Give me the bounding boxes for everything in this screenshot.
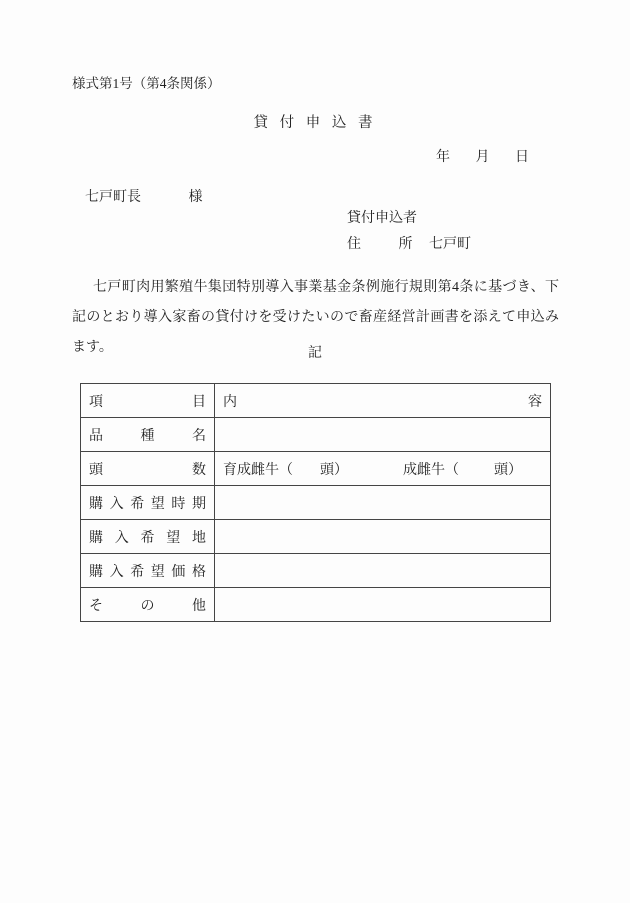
- date-month-label: 月: [475, 150, 490, 165]
- other-label-cell: そ の 他: [81, 588, 215, 622]
- address-label-left: 住: [347, 237, 361, 252]
- breed-name-label-cell: 品 種 名: [81, 418, 215, 452]
- other-input-cell[interactable]: [215, 588, 551, 622]
- address-label-right: 所: [398, 237, 413, 252]
- date-year-label: 年: [436, 150, 450, 165]
- table-header-row: [81, 384, 551, 418]
- purchase-time-input-cell[interactable]: [215, 486, 551, 520]
- table-row: [81, 418, 551, 452]
- header-item-cell: 項 目: [81, 384, 215, 418]
- head-count-growing-female-label: 育成雌牛（: [223, 462, 293, 478]
- table-row: [81, 520, 551, 554]
- head-count-input-cell[interactable]: [215, 452, 551, 486]
- applicant-label: 貸付申込者: [347, 211, 417, 226]
- purchase-time-label-cell: 購 入 希 望 時 期: [81, 486, 215, 520]
- application-detail-table: [80, 383, 551, 622]
- table-row: [81, 486, 551, 520]
- document-title: 貸 付 申 込 書: [253, 115, 377, 131]
- head-count-adult-female-unit: 頭）: [494, 462, 522, 478]
- header-content-cell: [215, 384, 551, 418]
- date-line: [436, 150, 529, 167]
- purchase-price-label-cell: 購 入 希 望 価 格: [81, 554, 215, 588]
- table-row: [81, 554, 551, 588]
- section-marker: 記: [308, 346, 322, 361]
- breed-name-input-cell[interactable]: [215, 418, 551, 452]
- header-content-left: 内: [223, 394, 237, 410]
- purchase-place-label-cell: 購 入 希 望 地: [81, 520, 215, 554]
- body-paragraph: 七戸町肉用繁殖牛集団特別導入事業基金条例施行規則第4条に基づき、下記のとおり導入家畜の貸付けを受けたいので畜産経営計画書を添えて申込みます。: [72, 280, 559, 355]
- address-value: 七戸町: [429, 237, 471, 252]
- date-day-label: 日: [515, 150, 529, 165]
- applicant-address-line: [347, 237, 471, 254]
- addressee-line: [85, 190, 203, 207]
- header-content-right: 容: [528, 394, 542, 410]
- purchase-place-input-cell[interactable]: [215, 520, 551, 554]
- addressee-name: 七戸町長: [85, 190, 141, 205]
- addressee-honorific: 様: [188, 190, 203, 205]
- head-count-adult-female-label: 成雌牛（: [403, 462, 459, 478]
- form-number: 様式第1号（第4条関係）: [72, 76, 221, 91]
- purchase-price-input-cell[interactable]: [215, 554, 551, 588]
- table-row: [81, 452, 551, 486]
- table-row: [81, 588, 551, 622]
- head-count-label-cell: 頭 数: [81, 452, 215, 486]
- head-count-growing-female-unit: 頭）: [320, 462, 348, 478]
